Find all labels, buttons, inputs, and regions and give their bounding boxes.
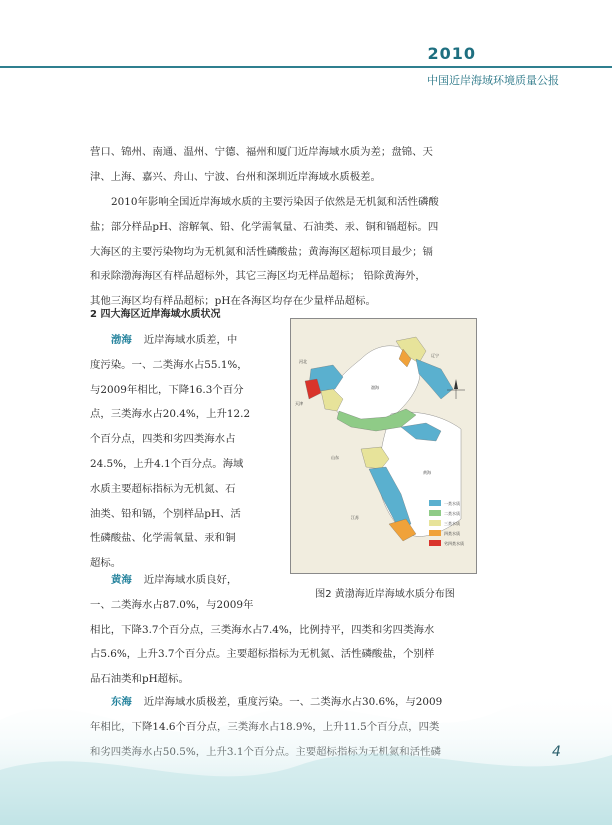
legend-label-class4: 四类水质 <box>444 531 460 536</box>
text-line: 其他三海区均有样品超标；pH在各海区均存在少量样品超标。 <box>90 295 376 308</box>
text-line: 与2009年相比，下降16.3个百分 <box>90 383 244 396</box>
text-span: 近岸海域水质良好， <box>143 574 238 586</box>
text-line: 大海区的主要污染物均为无机氮和活性磷酸盐；黄海海区超标项目最少；镉 <box>90 245 433 258</box>
text-line <box>90 328 270 353</box>
legend-swatch-class4 <box>429 530 441 536</box>
sea-name-bohai: 渤海 <box>111 334 132 346</box>
paragraph-bohai <box>90 328 270 576</box>
sea-name-donghai: 东海 <box>111 696 132 708</box>
legend-label-class5: 劣四类水质 <box>444 541 464 546</box>
label-jiangsu: 江苏 <box>351 515 359 520</box>
text-line: 和汞除渤海海区有样品超标外，其它三海区均无样品超标； 铅除黄海外， <box>90 270 426 283</box>
label-tianjin: 天津 <box>295 401 303 406</box>
page-number: 4 <box>552 744 561 760</box>
text-line: 品石油类和pH超标。 <box>90 673 189 686</box>
text-line: 一、二类海水占87.0%，与2009年 <box>90 598 254 611</box>
text-line: 个百分点，四类和劣四类海水占 <box>90 433 236 446</box>
report-title: 中国近岸海域环境质量公报 <box>427 74 559 87</box>
sea-name-huanghai: 黄海 <box>111 574 132 586</box>
label-hebei: 河北 <box>299 359 307 364</box>
text-line: 油类、铅和镉，个别样品pH、活 <box>90 507 241 520</box>
wave-background <box>0 580 612 825</box>
report-year: 2010 <box>427 44 476 63</box>
legend-swatch-class2 <box>429 510 441 516</box>
label-huanghai: 黄海 <box>423 470 431 475</box>
label-liaoning: 辽宁 <box>431 353 439 358</box>
legend-swatch-class1 <box>429 500 441 506</box>
text-span: 近岸海域水质极差，重度污染。一、二类海水占30.6%，与2009 <box>143 696 443 708</box>
legend-label-class2: 二类水质 <box>444 511 460 516</box>
legend-label-class1: 一类水质 <box>444 501 460 506</box>
text-line: 水质主要超标指标为无机氮、石 <box>90 482 236 495</box>
coast-band-liaoning-east <box>416 359 453 399</box>
text-line: 点，三类海水占20.4%，上升12.2 <box>90 408 251 421</box>
text-line: 24.5%，上升4.1个百分点。海域 <box>90 457 244 470</box>
legend-swatch-class3 <box>429 520 441 526</box>
text-line: 津、上海、嘉兴、舟山、宁波、台州和深圳近岸海域水质极差。 <box>90 170 381 183</box>
legend-label-class3: 三类水质 <box>444 521 460 526</box>
text-line: 盐；部分样品pH、溶解氧、铅、化学需氧量、石油类、汞、铜和镉超标。四 <box>90 220 439 233</box>
text-span: 近岸海域水质差，中 <box>143 334 238 346</box>
text-line: 2010年影响全国近岸海域水质的主要污染因子依然是无机氮和活性磷酸 <box>111 196 439 208</box>
label-shandong: 山东 <box>331 455 339 460</box>
text-line: 相比，下降3.7个百分点，三类海水占7.4%，比例持平，四类和劣四类海水 <box>90 623 435 636</box>
paragraph-cities <box>90 140 520 190</box>
text-line: 性磷酸盐、化学需氧量、汞和铜 <box>90 532 236 545</box>
text-line: 占5.6%，上升3.7个百分点。主要超标指标为无机氮、活性磷酸盐，个别样 <box>90 648 435 661</box>
text-line: 超标。 <box>90 557 122 570</box>
map-svg <box>291 319 476 573</box>
text-line: 营口、锦州、南通、温州、宁德、福州和厦门近岸海域水质为差；盘锦、天 <box>90 146 433 158</box>
text-line: 度污染。一、二类海水占55.1%， <box>90 358 248 371</box>
figure-caption: 图2 黄渤海近岸海域水质分布图 <box>315 589 455 600</box>
water-quality-map <box>290 318 477 574</box>
paragraph-pollutants <box>90 190 520 314</box>
section-heading: 2 四大海区近岸海域水质状况 <box>90 309 221 320</box>
header-rule <box>0 66 612 68</box>
legend-swatch-class5 <box>429 540 441 546</box>
label-bohai: 渤海 <box>371 385 379 390</box>
